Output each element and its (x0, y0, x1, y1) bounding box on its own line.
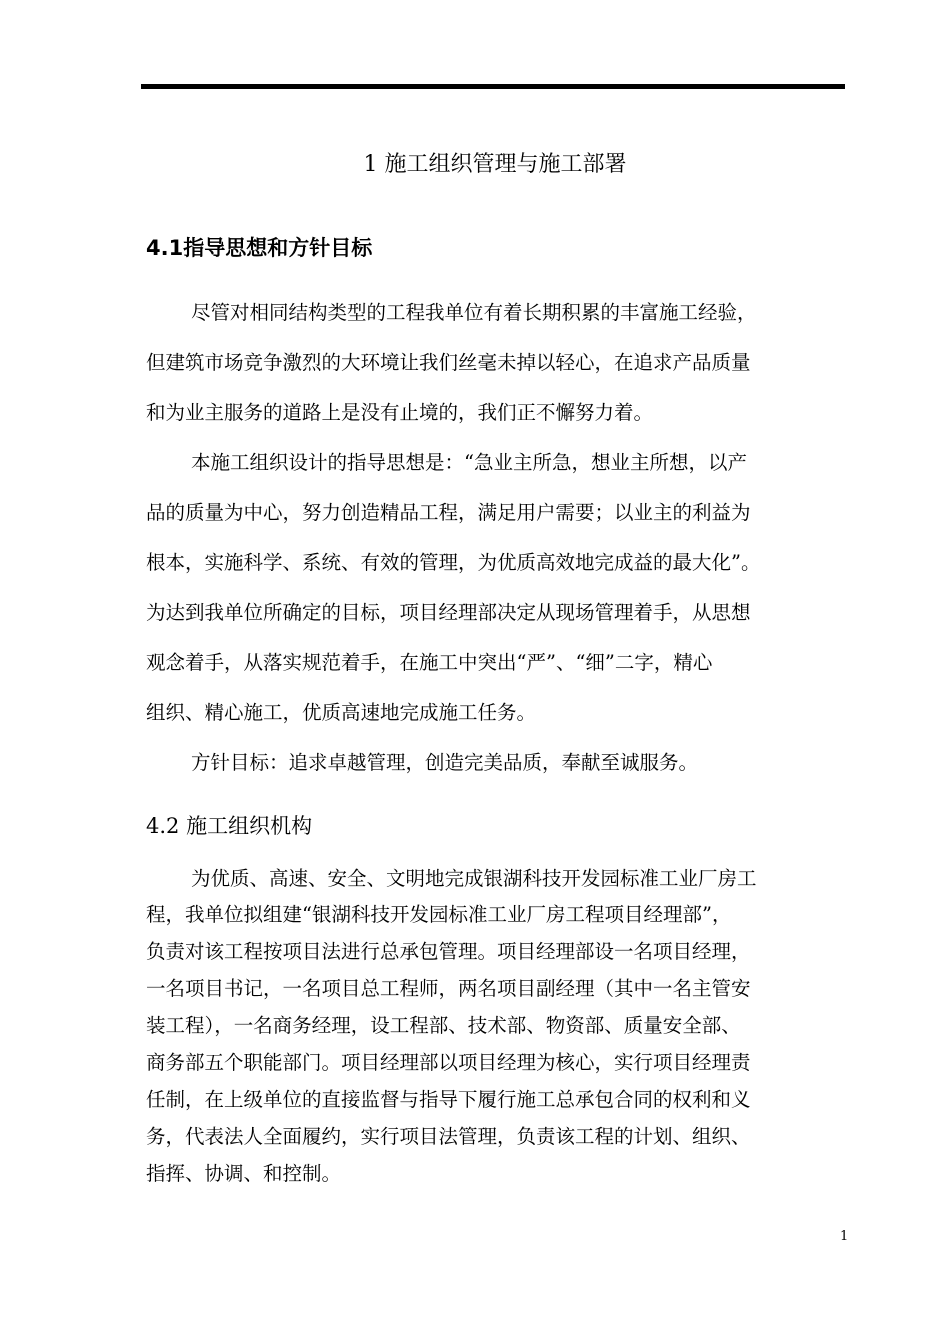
paragraph-line: 方针目标：追求卓越管理，创造完美品质，奉献至诚服务。 (191, 751, 699, 774)
paragraph-line: 为达到我单位所确定的目标，项目经理部决定从现场管理着手，从思想 (146, 601, 751, 624)
paragraph-line: 指挥、协调、和控制。 (146, 1162, 342, 1185)
header-rule (141, 84, 845, 89)
paragraph-line: 为优质、高速、安全、文明地完成银湖科技开发园标准工业厂房工 (191, 867, 757, 890)
paragraph-line: 负责对该工程按项目法进行总承包管理。项目经理部设一名项目经理， (146, 940, 751, 963)
paragraph-line: 但建筑市场竞争激烈的大环境让我们丝毫未掉以轻心，在追求产品质量 (146, 351, 751, 374)
paragraph-line: 本施工组织设计的指导思想是：“急业主所急，想业主所想，以产 (191, 451, 747, 474)
chapter-title: 1 施工组织管理与施工部署 (363, 152, 627, 177)
paragraph-line: 务，代表法人全面履约，实行项目法管理，负责该工程的计划、组织、 (146, 1125, 751, 1148)
paragraph-line: 观念着手，从落实规范着手，在施工中突出“严”、“细”二字，精心 (146, 651, 713, 674)
paragraph-line: 和为业主服务的道路上是没有止境的，我们正不懈努力着。 (146, 401, 654, 424)
paragraph-line: 一名项目书记，一名项目总工程师，两名项目副经理（其中一名主管安 (146, 977, 751, 1000)
paragraph-line: 任制，在上级单位的直接监督与指导下履行施工总承包合同的权利和义 (146, 1088, 751, 1111)
section-heading-4-2: 4.2 施工组织机构 (146, 814, 313, 838)
paragraph-line: 程，我单位拟组建“银湖科技开发园标准工业厂房工程项目经理部”， (146, 903, 732, 926)
paragraph-line: 品的质量为中心，努力创造精品工程，满足用户需要；以业主的利益为 (146, 501, 751, 524)
section-heading-4-1: 4.1指导思想和方针目标 (146, 236, 373, 260)
paragraph-line: 装工程），一名商务经理，设工程部、技术部、物资部、质量安全部、 (146, 1014, 741, 1037)
page-number: 1 (840, 1229, 849, 1244)
paragraph-line: 尽管对相同结构类型的工程我单位有着长期积累的丰富施工经验， (191, 301, 757, 324)
paragraph-line: 组织、精心施工，优质高速地完成施工任务。 (146, 701, 537, 724)
paragraph-line: 商务部五个职能部门。项目经理部以项目经理为核心，实行项目经理责 (146, 1051, 751, 1074)
paragraph-line: 根本，实施科学、系统、有效的管理，为优质高效地完成益的最大化”。 (146, 551, 761, 574)
